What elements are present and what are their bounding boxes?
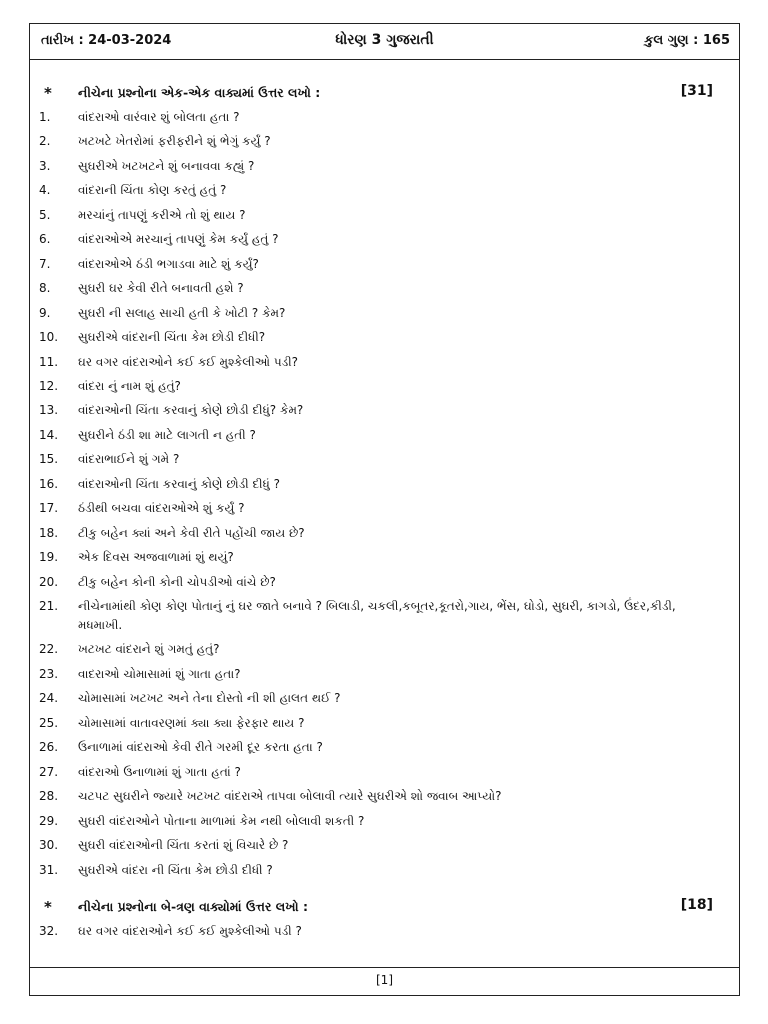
section-title: નીચેના પ્રશ્નોના બે-ત્રણ વાક્યોમાં ઉત્તર લખો : — [78, 899, 308, 914]
question-number: 21. — [39, 599, 59, 613]
question-text: સુઘરીએ ખટખટને શું બનાવવા કહ્યું ? — [78, 158, 255, 173]
question-number: 11. — [39, 354, 59, 369]
question-number: 12. — [39, 378, 59, 393]
question-text: સુઘરી ની સલાહ સાચી હતી કે ખોટી ? કેમ? — [78, 305, 286, 320]
question-number: 30. — [39, 838, 59, 853]
question-number: 8. — [39, 281, 51, 296]
question-number: 26. — [39, 740, 59, 755]
question-text: વાંદરાઓએ ઠંડી ભગાડવા માટે શું કર્યું? — [78, 256, 259, 271]
question-text: વાંદરાભાઈને શું ગમે ? — [78, 452, 180, 467]
exam-page — [29, 23, 740, 996]
question-text: ઘર વગર વાંદરાઓને કઈ કઈ મુશ્કેલીઓ પડી ? — [78, 924, 302, 938]
question-text: વાંદરાઓની ચિંતા કરવાનું કોણે છોડી દીધું? કેમ? — [78, 403, 304, 418]
question-text: ખટખટ વાંદરાને શું ગમતું હતું? — [78, 642, 220, 657]
page-header — [30, 24, 739, 60]
question-number: 23. — [39, 666, 59, 681]
question-number: 14. — [39, 427, 59, 442]
exam-date: તારીખ : 24-03-2024 — [41, 33, 172, 48]
question-text: વાંદરાઓએ મરચાનું તાપણું કેમ કર્યું હતું ? — [78, 232, 279, 247]
question-text: વાંદરા નું નામ શું હતું? — [78, 378, 181, 393]
question-text: સુઘરી વાંદરાઓની ચિંતા કરતાં શું વિચારે છે ? — [78, 838, 289, 853]
question-number: 4. — [39, 183, 51, 198]
question-text: ખટખટે ખેતરોમાં ફરીફરીને શું ભેગું કર્યું ? — [78, 134, 271, 149]
question-text: વાંદરાઓ ઉનાળામાં શું ગાતા હતાં ? — [78, 764, 241, 779]
question-number: 27. — [39, 764, 59, 779]
question-number: 28. — [39, 789, 59, 804]
total-marks: કુલ ગુણ : 165 — [644, 33, 730, 48]
question-text: વાંદરાઓ વારંવાર શું બોલતા હતા ? — [78, 110, 240, 124]
question-number: 17. — [39, 501, 59, 516]
question-text: સુઘરીએ વાંદરાની ચિંતા કેમ છોડી દીધી? — [78, 330, 266, 345]
question-text: સુઘરીએ વાંદરા ની ચિંતા કેમ છોડી દીધી ? — [78, 862, 273, 877]
section-marks: [18] — [680, 897, 713, 913]
question-number: 15. — [39, 452, 59, 467]
question-text: ટીકુ બહેન ક્યાં અને કેવી રીતે પહોંચી જાય છે? — [78, 525, 305, 540]
section-title: નીચેના પ્રશ્નોના એક-એક વાક્યમાં ઉત્તર લખો : — [78, 85, 321, 100]
section-heading — [30, 81, 739, 105]
question-number: 16. — [39, 476, 59, 491]
question-number: 18. — [39, 525, 59, 540]
question-text: વાંદરાઓની ચિંતા કરવાનું કોણે છોડી દીધું ? — [78, 476, 280, 491]
question-text: ઘર વગર વાંદરાઓને કઈ કઈ મુશ્કેલીઓ પડી? — [78, 354, 299, 369]
section-heading — [30, 895, 739, 919]
question-text: ઉનાળામાં વાંદરાઓ કેવી રીતે ગરમી દૂર કરતા હતા ? — [78, 740, 323, 755]
question-number: 31. — [39, 862, 59, 877]
bullet-star-icon: * — [44, 84, 52, 102]
question-number: 3. — [39, 158, 51, 173]
question-text: એક દિવસ અજવાળામાં શું થયું? — [78, 550, 234, 565]
question-text: ચોમાસામાં વાતાવરણમાં ક્યા ક્યા ફેરફાર થાય ? — [78, 715, 305, 730]
question-number: 19. — [39, 550, 59, 565]
question-text: સુઘરીને ઠંડી શા માટે લાગતી ન હતી ? — [78, 427, 256, 442]
question-number: 22. — [39, 642, 59, 657]
question-number: 2. — [39, 134, 51, 149]
exam-title: ધોરણ 3 ગુજરાતી — [335, 32, 434, 48]
question-number: 7. — [39, 256, 51, 271]
question-text: સુઘરી ઘર કેવી રીતે બનાવતી હશે ? — [78, 281, 244, 296]
question-number: 25. — [39, 715, 59, 730]
question-text: ઠંડીથી બચવા વાંદરાઓએ શું કર્યું ? — [78, 501, 245, 516]
question-text: ચટપટ સુઘરીને જ્યારે ખટખટ વાંદરાએ તાપવા બોલાવી ત્યારે સુઘરીએ શો જવાબ આપ્યો? — [78, 789, 502, 804]
bullet-star-icon: * — [44, 898, 52, 916]
section-marks: [31] — [680, 83, 713, 99]
question-text: ટીકુ બહેન કોની કોની ચોપડીઓ વાંચે છે? — [78, 574, 276, 589]
page-footer — [30, 967, 739, 995]
question-number: 32. — [39, 924, 59, 938]
question-number: 9. — [39, 305, 51, 320]
question-number: 20. — [39, 574, 59, 589]
question-number: 10. — [39, 330, 59, 345]
question-number: 13. — [39, 403, 59, 418]
question-text: વાંદરાની ચિંતા કોણ કરતું હતું ? — [78, 183, 227, 198]
question-number: 6. — [39, 232, 51, 247]
question-text: ચોમાસામાં ખટખટ અને તેના દોસ્તો ની શી હાલત થઈ ? — [78, 691, 341, 706]
question-text: સુઘરી વાંદરાઓને પોતાના માળામાં કેમ નથી બોલાવી શકતી ? — [78, 813, 365, 828]
question-text: નીચેનામાંથી કોણ કોણ પોતાનું નું ઘર જાતે બનાવે ? બિલાડી, ચકલી,કબૂતર,કૂતરો,ગાય, ભેંસ, ઘોડો, સુઘરી, કાગડો, ઉંદર,કીડી, મધમાખી. — [78, 599, 676, 632]
question-number: 1. — [39, 110, 51, 124]
question-number: 5. — [39, 207, 51, 222]
page-number: [1] — [376, 973, 393, 987]
question-text: વાદરાઓ ચોમાસામાં શું ગાતા હતા? — [78, 666, 241, 681]
question-text: મરચાંનું તાપણું કરીએ તો શું થાય ? — [78, 207, 246, 222]
question-number: 24. — [39, 691, 59, 706]
question-number: 29. — [39, 813, 59, 828]
